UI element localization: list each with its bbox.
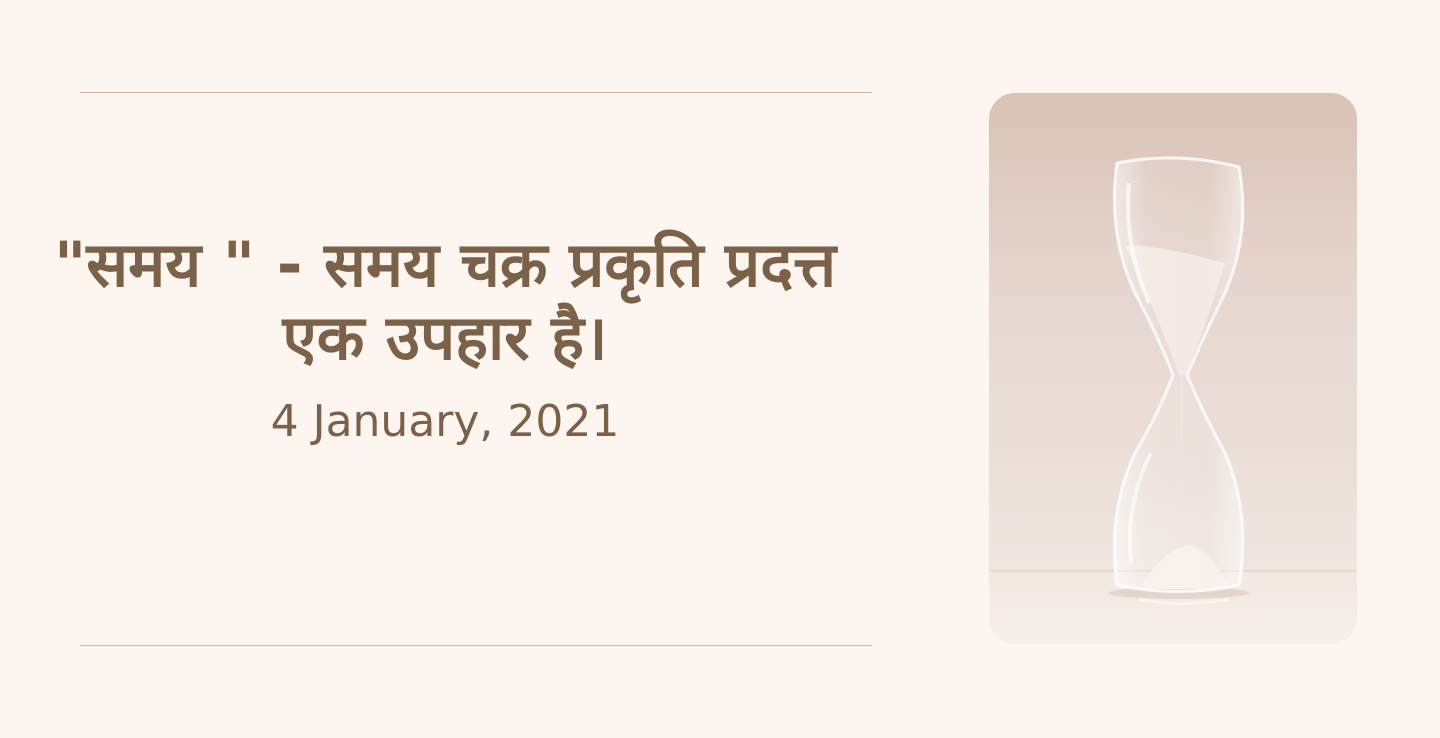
bottom-divider [80, 645, 872, 646]
hourglass-icon [989, 93, 1357, 644]
hourglass-image [989, 93, 1357, 644]
top-divider [80, 92, 872, 93]
post-header [20, 228, 870, 449]
post-date: 4 January, 2021 [270, 396, 620, 448]
post-title[interactable]: "समय " - समय चक्र प्रकृति प्रदत्त एक उपहार है। [53, 228, 837, 375]
